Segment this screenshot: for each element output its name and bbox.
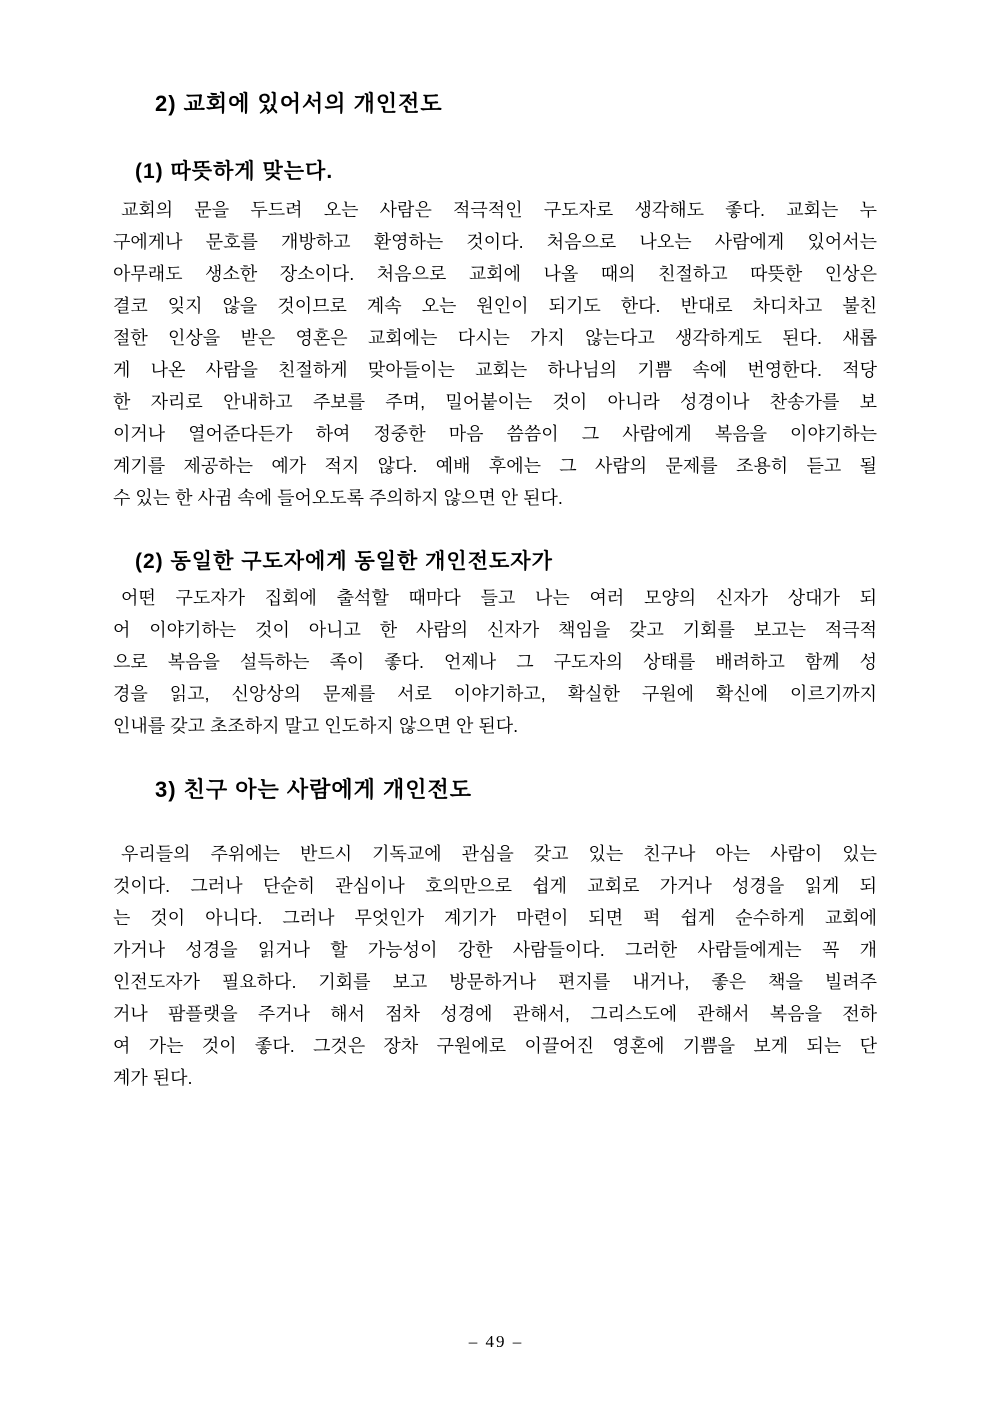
body-line: 절한 인상을 받은 영혼은 교회에는 다시는 가지 않는다고 생각하게도 된다. 새롭 <box>113 328 877 348</box>
body-line: 인전도자가 필요하다. 기회를 보고 방문하거나 편지를 내거나, 좋은 책을 빌려주 <box>113 972 877 992</box>
body-line: 게 나온 사람을 친절하게 맞아들이는 교회는 하나님의 기쁨 속에 번영한다. 적당 <box>113 360 877 380</box>
paragraph-1 <box>113 194 877 514</box>
section-heading-3: 3) 친구 아는 사람에게 개인전도 <box>155 777 473 802</box>
paragraph-2 <box>113 582 877 742</box>
body-line: 어 이야기하는 것이 아니고 한 사람의 신자가 책임을 갖고 기회를 보고는 적극적 <box>113 620 877 640</box>
body-line: 것이다. 그러나 단순히 관심이나 호의만으로 쉽게 교회로 가거나 성경을 읽게 되 <box>113 876 877 896</box>
body-line: 결코 잊지 않을 것이므로 계속 오는 원인이 되기도 한다. 반대로 차디차고 불친 <box>113 296 877 316</box>
subsection-heading-2: (2) 동일한 구도자에게 동일한 개인전도자가 <box>135 550 553 573</box>
body-line: 거나 팜플랫을 주거나 해서 점차 성경에 관해서, 그리스도에 관해서 복음을 전하 <box>113 1004 877 1024</box>
body-line: 교회의 문을 두드려 오는 사람은 적극적인 구도자로 생각해도 좋다. 교회는 누 <box>121 200 877 220</box>
body-line: 이거나 열어준다든가 하여 정중한 마음 씀씀이 그 사람에게 복음을 이야기하는 <box>113 424 877 444</box>
body-line: 여 가는 것이 좋다. 그것은 장차 구원에로 이끌어진 영혼에 기쁨을 보게 되는 단 <box>113 1036 877 1056</box>
subsection-heading-1: (1) 따뜻하게 맞는다. <box>135 160 334 183</box>
page-number: – 49 – <box>468 1332 524 1351</box>
body-line: 인내를 갖고 초조하지 말고 인도하지 않으면 안 된다. <box>113 716 519 736</box>
paragraph-3 <box>113 838 877 1094</box>
body-line: 계가 된다. <box>113 1068 193 1088</box>
body-line: 아무래도 생소한 장소이다. 처음으로 교회에 나올 때의 친절하고 따뜻한 인상은 <box>113 264 877 284</box>
body-line: 우리들의 주위에는 반드시 기독교에 관심을 갖고 있는 친구나 아는 사람이 있는 <box>121 844 877 864</box>
body-line: 경을 읽고, 신앙상의 문제를 서로 이야기하고, 확실한 구원에 확신에 이르기까지 <box>113 684 877 704</box>
body-line: 는 것이 아니다. 그러나 무엇인가 계기가 마련이 되면 퍽 쉽게 순수하게 교회에 <box>113 908 877 928</box>
body-line: 어떤 구도자가 집회에 출석할 때마다 들고 나는 여러 모양의 신자가 상대가 되 <box>121 588 877 608</box>
body-line: 한 자리로 안내하고 주보를 주며, 밀어붙이는 것이 아니라 성경이나 찬송가를 보 <box>113 392 877 412</box>
body-line: 가거나 성경을 읽거나 할 가능성이 강한 사람들이다. 그러한 사람들에게는 꼭 개 <box>113 940 877 960</box>
body-line: 구에게나 문호를 개방하고 환영하는 것이다. 처음으로 나오는 사람에게 있어서는 <box>113 232 877 252</box>
body-line: 으로 복음을 설득하는 족이 좋다. 언제나 그 구도자의 상태를 배려하고 함께 성 <box>113 652 877 672</box>
body-line: 계기를 제공하는 예가 적지 않다. 예배 후에는 그 사람의 문제를 조용히 듣고 될 <box>113 456 877 476</box>
section-heading-2: 2) 교회에 있어서의 개인전도 <box>155 91 443 116</box>
body-line: 수 있는 한 사귐 속에 들어오도록 주의하지 않으면 안 된다. <box>113 488 563 508</box>
